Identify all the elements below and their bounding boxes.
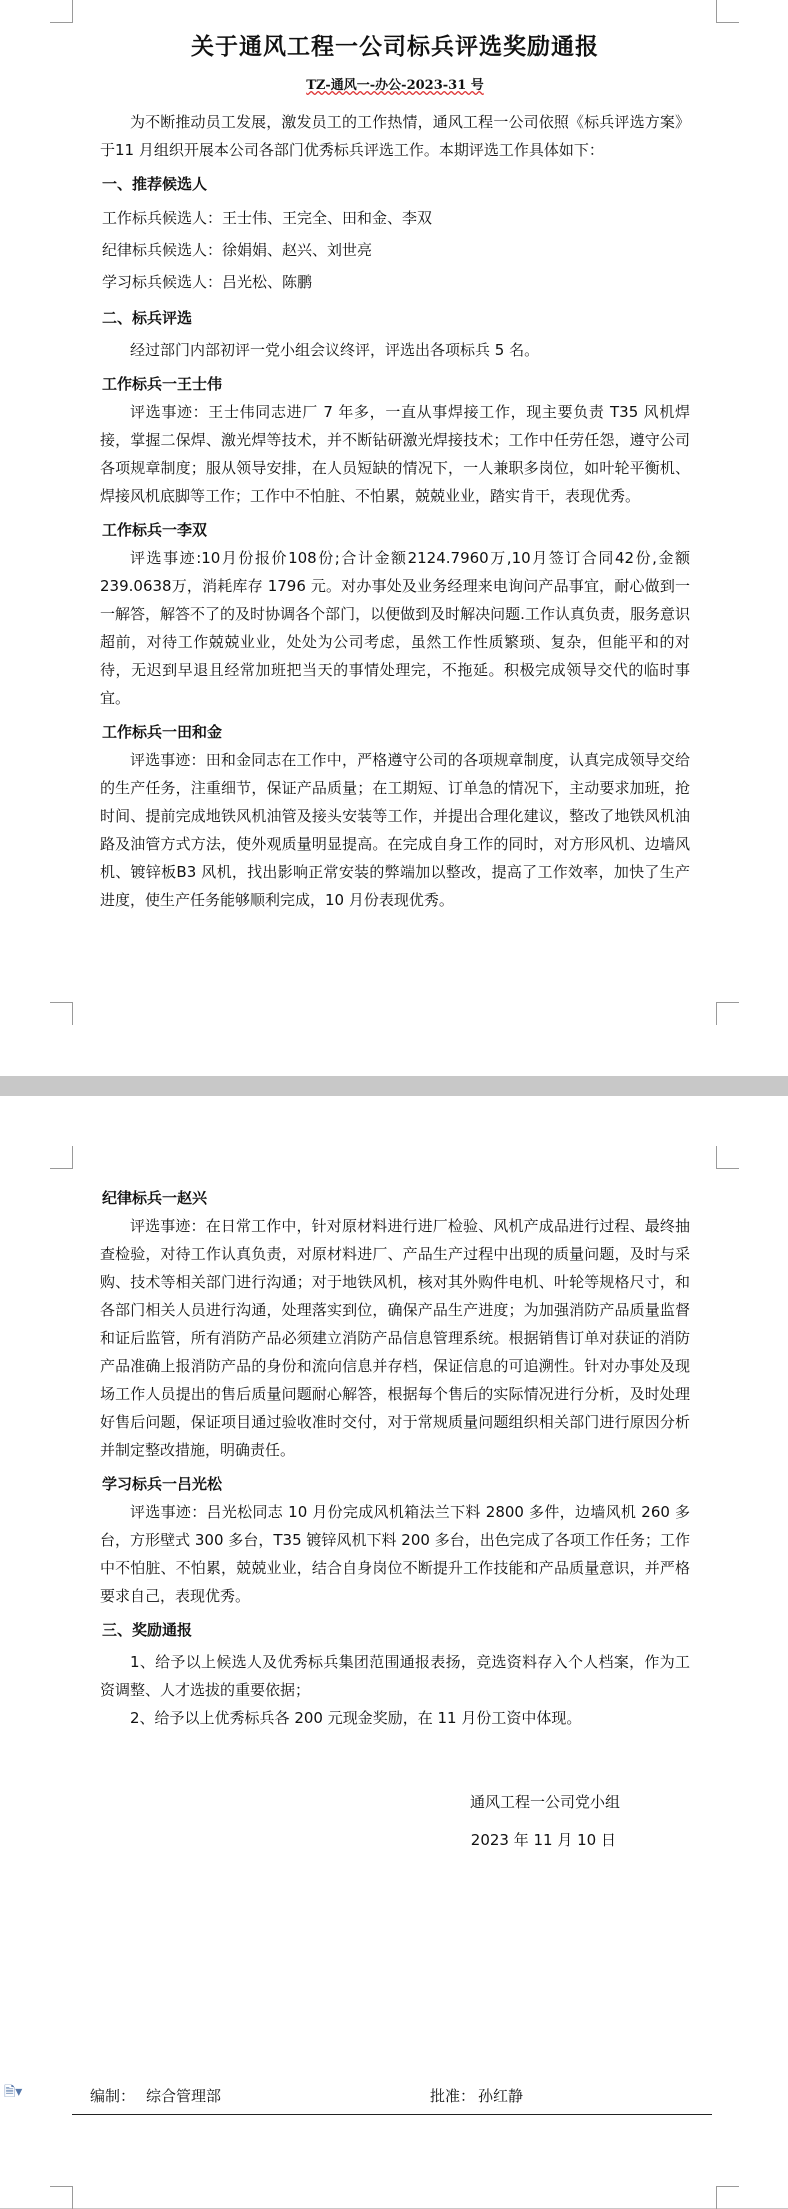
signature-date: 2023 年 11 月 10 日	[470, 1831, 616, 1849]
candidate-line: 纪律标兵候选人：徐娟娟、赵兴、刘世亮	[102, 241, 373, 259]
page1-content	[100, 30, 690, 914]
award-title: 工作标兵一田和金	[102, 723, 223, 741]
compile-value: 综合管理部	[146, 2087, 222, 2105]
signature-org: 通风工程一公司党小组	[469, 1793, 620, 1811]
document-page-2	[0, 1096, 788, 2208]
crop-mark	[716, 2186, 739, 2209]
award-title: 工作标兵一李双	[102, 521, 208, 539]
compile-label: 编制：	[90, 2087, 136, 2105]
candidate-line: 学习标兵候选人：吕光松、陈鹏	[102, 273, 313, 291]
award-title: 工作标兵一王士伟	[102, 375, 223, 393]
award-text: 评选事迹：田和金同志在工作中，严格遵守公司的各项规章制度，认真完成领导交给的生产任务，注重细节，保证产品质量；在工期短、订单急的情况下，主动要求加班，抢时间、提前完成地铁风机油管及接头安装等工作，并提出合理化建议，整改了地铁风机油路及油管方式方法，使外观质量明显提高。在完成自身工作的同时，对方形风机、边墙风机、镀锌板B3 风机，找出影响正常安装的弊端加以整改，提高了工作效率，加快了生产进度，使生产任务能够顺利完成，10 月份表现优秀。	[100, 751, 690, 909]
award-title: 学习标兵一吕光松	[102, 1475, 223, 1493]
award-text: 评选事迹：王士伟同志进厂 7 年多，一直从事焊接工作，现主要负责 T35 风机焊接，掌握二保焊、激光焊等技术，并不断钻研激光焊接技术；工作中任劳任怨，遵守公司各项规章制度；服从领导安排，在人员短缺的情况下，一人兼职多岗位，如叶轮平衡机、焊接风机底脚等工作；工作中不怕脏、不怕累，兢兢业业，踏实肯干，表现优秀。	[100, 403, 690, 505]
approve-value[interactable]: 孙红静	[478, 2087, 524, 2105]
award-text: 评选事迹:10月份报价108份;合计金额2124.7960万,10月签订合同42份,金额239.0638万，消耗库存 1796 元。对办事处及业务经理来电询问产品事宜，耐心做到一一解答，解答不了的及时协调各个部门，以便做到及时解决问题.工作认真负责，服务意识超前，对待工作兢兢业业，处处为公司考虑，虽然工作性质繁琐、复杂，但能平和的对待，无迟到早退且经常加班把当天的事情处理完，不拖延。积极完成领导交代的临时事宜。	[100, 549, 690, 707]
intro-paragraph: 为不断推动员工发展，激发员工的工作热情，通风工程一公司依照《标兵评选方案》于11 月组织开展本公司各部门优秀标兵评选工作。本期评选工作具体如下：	[100, 113, 690, 159]
document-icon[interactable]: 🗎▾	[4, 2084, 23, 2100]
section1-heading: 一、推荐候选人	[102, 175, 208, 193]
footer-approval	[72, 2078, 712, 2115]
crop-mark	[716, 0, 739, 23]
section2-intro: 经过部门内部初评一党小组会议终评，评选出各项标兵 5 名。	[130, 341, 540, 359]
award-text: 评选事迹：在日常工作中，针对原材料进行进厂检验、风机产成品进行过程、最终抽查检验，对待工作认真负责，对原材料进厂、产品生产过程中出现的质量问题，及时与采购、技术等相关部门进行沟通；对于地铁风机，核对其外购件电机、叶轮等规格尺寸，和各部门相关人员进行沟通，处理落实到位，确保产品生产进度；为加强消防产品质量监督和证后监管，所有消防产品必须建立消防产品信息管理系统。根据销售订单对获证的消防产品准确上报消防产品的身份和流向信息并存档，保证信息的可追溯性。针对办事处及现场工作人员提出的售后质量问题耐心解答，根据每个售后的实际情况进行分析，及时处理好售后问题，保证项目通过验收准时交付，对于常规质量问题组织相关部门进行原因分析并制定整改措施，明确责任。	[100, 1217, 690, 1459]
crop-mark	[50, 0, 73, 23]
award-text: 评选事迹：吕光松同志 10 月份完成风机箱法兰下料 2800 多件，边墙风机 260 多台，方形壁式 300 多台，T35 镀锌风机下料 200 多台，出色完成了各项工作任务；工作中不怕脏、不怕累，兢兢业业，结合自身岗位不断提升工作技能和产品质量意识，并严格要求自己，表现优秀。	[100, 1503, 690, 1605]
crop-mark	[50, 1002, 73, 1025]
reward-item: 2、给予以上优秀标兵各 200 元现金奖励，在 11 月份工资中体现。	[130, 1709, 582, 1727]
award-title: 纪律标兵一赵兴	[102, 1189, 208, 1207]
crop-mark	[50, 2186, 73, 2209]
candidate-line: 工作标兵候选人：王士伟、王完全、田和金、李双	[102, 209, 433, 227]
crop-mark	[716, 1002, 739, 1025]
document-number: TZ-通风一-办公-2023-31 号	[306, 78, 484, 93]
approve-label: 批准：	[430, 2087, 476, 2105]
section3-heading: 三、奖励通报	[102, 1621, 193, 1639]
crop-mark	[716, 1146, 739, 1169]
document-page-1	[0, 0, 788, 1076]
crop-mark	[50, 1146, 73, 1169]
reward-item: 1、给予以上候选人及优秀标兵集团范围通报表扬，竞选资料存入个人档案，作为工资调整、人才选拔的重要依据；	[100, 1653, 690, 1699]
page2-content	[100, 1178, 690, 1854]
document-title: 关于通风工程一公司标兵评选奖励通报	[191, 33, 599, 60]
section2-heading: 二、标兵评选	[102, 309, 193, 327]
